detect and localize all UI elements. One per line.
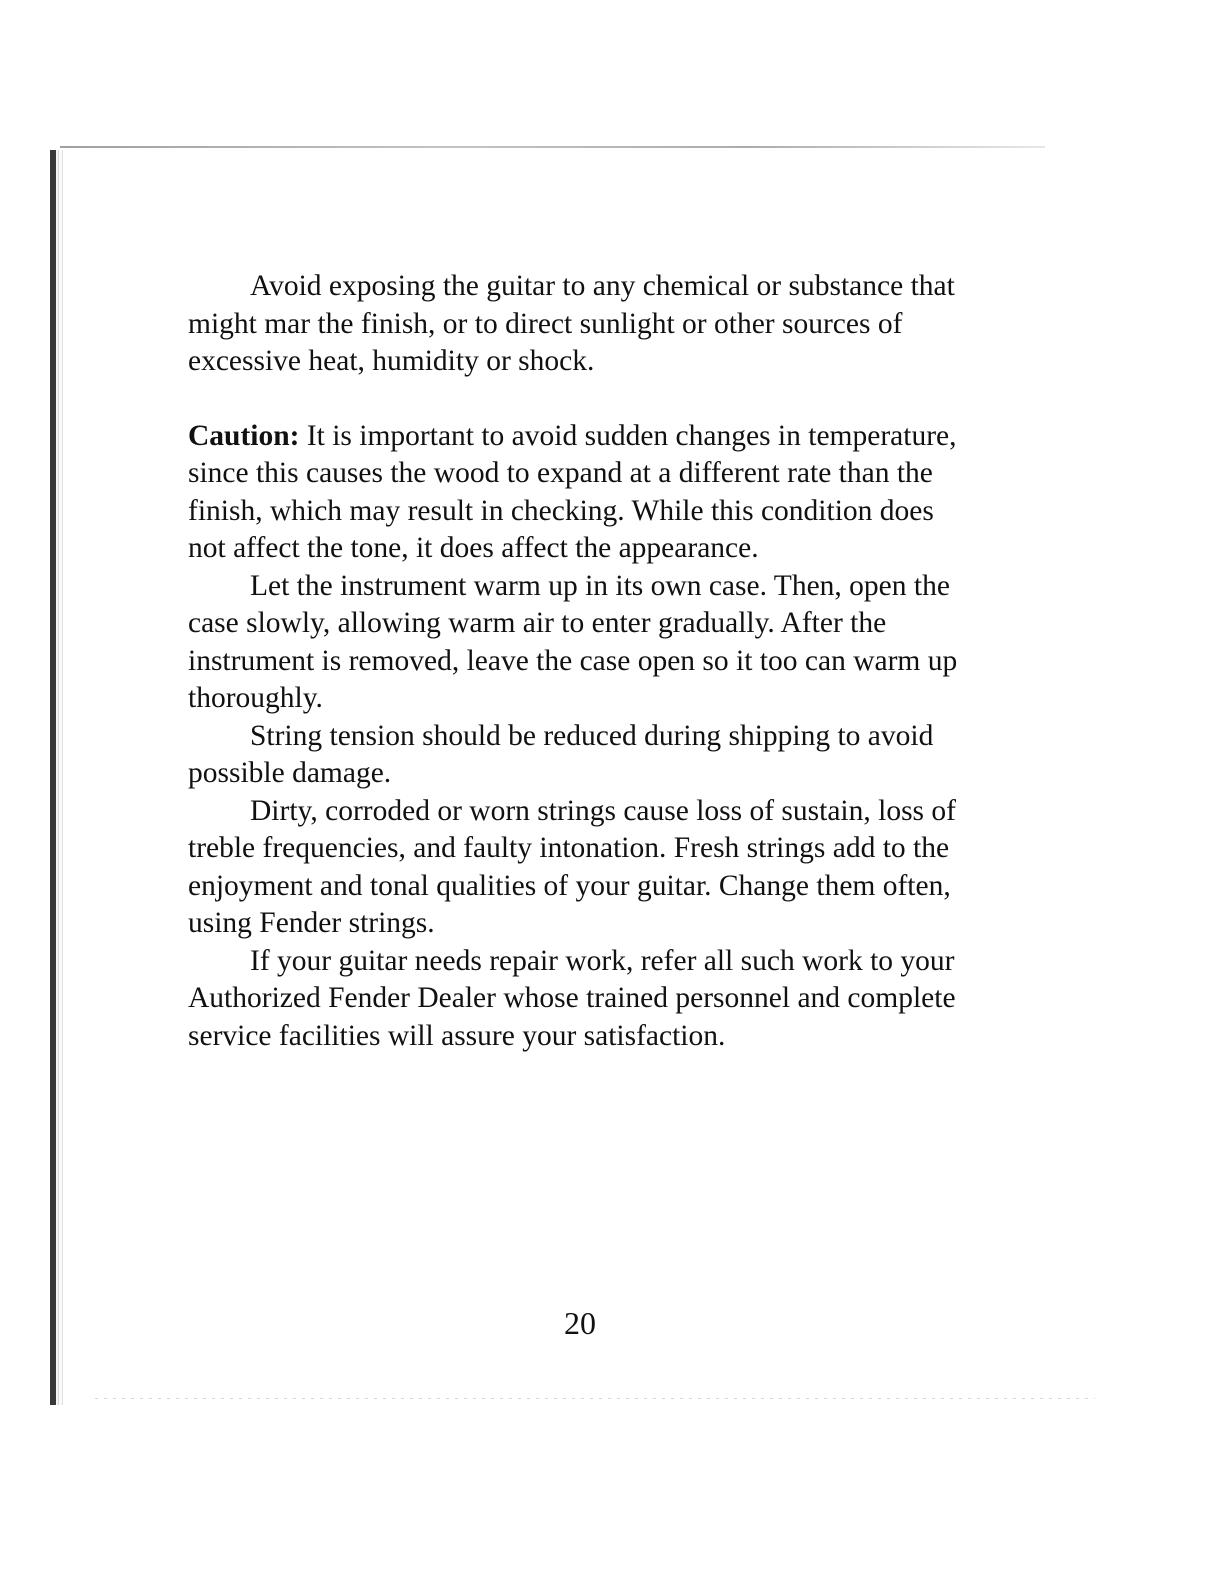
page-number: 20 [564,1305,596,1341]
body-text [188,268,958,1055]
caution-text: It is important to avoid sudden changes in temperature, since this causes the wood to expand at a different rate than the finish, which may result in checking. While this condition does not affect the tone, it does affect the appearance. [188,419,957,564]
scan-binding-edge [50,150,90,1405]
caution-label: Caution: [188,419,300,452]
paragraph-avoid-exposure: Avoid exposing the guitar to any chemical or substance that might mar the finish, or to direct sunlight or other sources of excessive heat, humidity or shock. [188,270,955,377]
paragraph-warm-up: Let the instrument warm up in its own case. Then, open the case slowly, allowing warm air to enter gradually. After the instrument is removed, leave the case open so it too can warm up thoroughly. [188,569,958,714]
scan-top-edge [60,146,1045,148]
paragraph-caution [188,418,958,568]
scan-bottom-edge [95,1398,1095,1399]
paragraph-strings: Dirty, corroded or worn strings cause loss of sustain, loss of treble frequencies, and faulty intonation. Fresh strings add to the enjoyment and tonal qualities of your guitar. Change them often, using Fender strings. [188,794,956,939]
paragraph-repair: If your guitar needs repair work, refer all such work to your Authorized Fender Dealer whose trained personnel and complete service facilities will assure your satisfaction. [188,944,956,1052]
paragraph-string-tension: String tension should be reduced during shipping to avoid possible damage. [188,719,934,789]
paragraph-gap [188,381,958,418]
